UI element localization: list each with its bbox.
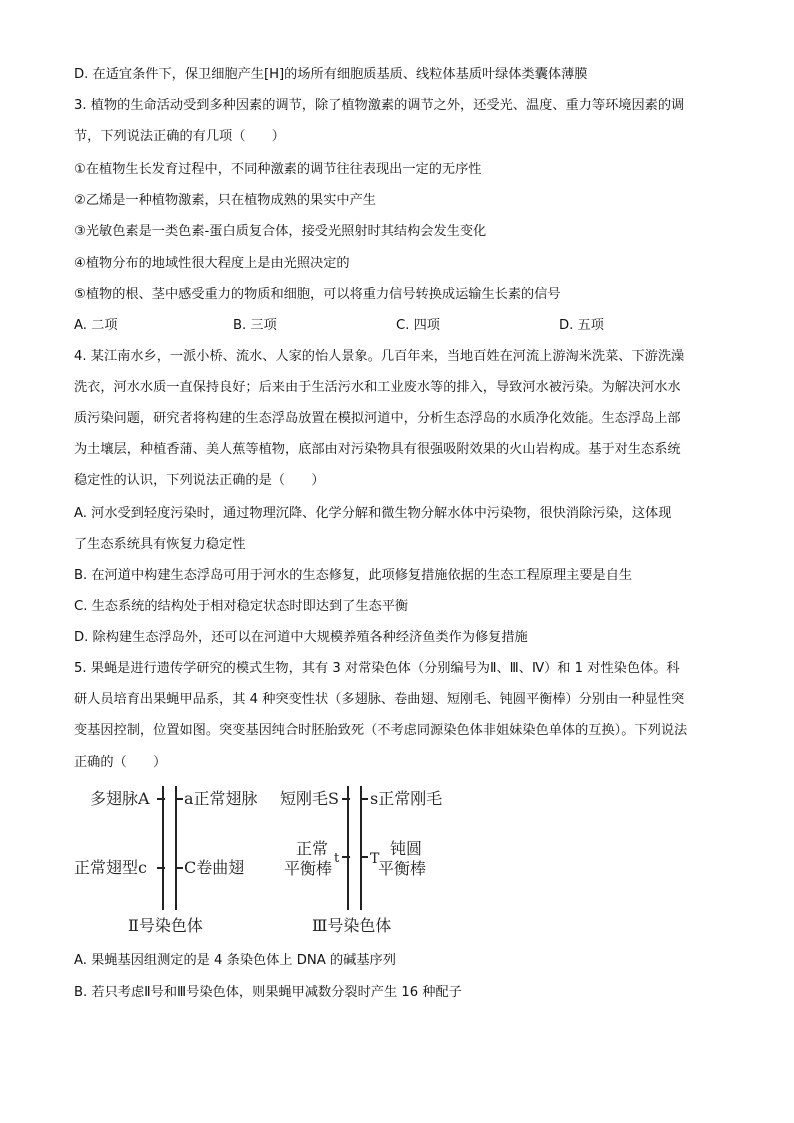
q4-option-b: B. 在河道中构建生态浮岛可用于河水的生态修复，此项修复措施依据的生态工程原理主要是自生 <box>74 568 633 583</box>
q3-stem-line-1: 3. 植物的生命活动受到多种因素的调节，除了植物激素的调节之外，还受光、温度、重力等环境因素的调 <box>74 98 685 113</box>
q3-option-b: B. 三项 <box>233 318 277 333</box>
chr3-label-right-mid-1: 钝圆 <box>390 839 423 858</box>
chr3-left-chromatid <box>347 786 349 910</box>
q3-option-a: A. 二项 <box>74 318 118 333</box>
q4-stem-line-4: 为土壤层，种植香蒲、美人蕉等植物，底部由对污染物具有很强吸附效果的火山岩构成。基于对生态系统 <box>74 442 681 457</box>
chr2-tick-a-right <box>175 798 183 800</box>
q3-statement-1: ①在植物生长发育过程中，不同种激素的调节往往表现出一定的无序性 <box>74 162 482 177</box>
chromosome-diagram <box>60 780 480 940</box>
q4-option-a-line-1: A. 河水受到轻度污染时，通过物理沉降、化学分解和微生物分解水体中污染物，很快消除污染，这体现 <box>74 506 672 521</box>
chr3-label-right-mid-letter: T <box>370 851 380 867</box>
chr3-label-left-top: 短刚毛S <box>280 789 339 808</box>
chr2-tick-c-left <box>157 867 165 869</box>
chr3-tick-t-left <box>342 856 350 858</box>
chr2-label-left-bottom: 正常翅型c <box>74 858 147 877</box>
q3-statement-4: ④植物分布的地域性很大程度上是由光照决定的 <box>74 256 350 271</box>
q3-option-c: C. 四项 <box>396 318 440 333</box>
q2-option-d: D. 在适宜条件下，保卫细胞产生[H]的场所有细胞质基质、线粒体基质叶绿体类囊体薄膜 <box>74 67 588 82</box>
q4-stem-line-3: 质污染问题，研究者将构建的生态浮岛放置在模拟河道中，分析生态浮岛的水质净化效能。生态浮岛上部 <box>74 411 681 426</box>
q4-option-a-line-2: 了生态系统具有恢复力稳定性 <box>74 537 246 552</box>
chr3-tick-s-left <box>342 798 350 800</box>
chr3-caption: Ⅲ号染色体 <box>312 916 392 935</box>
q5-stem-line-1: 5. 果蝇是进行遗传学研究的模式生物，其有 3 对常染色体（分别编号为Ⅱ、Ⅲ、Ⅳ）和 1 对性染色体。科 <box>74 661 680 676</box>
chr3-right-chromatid <box>360 786 362 910</box>
chr3-tick-t-right <box>360 856 368 858</box>
chr3-label-left-mid-2: 平衡棒 <box>284 859 333 878</box>
q3-statement-2: ②乙烯是一种植物激素，只在植物成熟的果实中产生 <box>74 193 376 208</box>
chr2-right-chromatid <box>175 786 177 910</box>
q3-option-d: D. 五项 <box>559 318 604 333</box>
q4-option-c: C. 生态系统的结构处于相对稳定状态时即达到了生态平衡 <box>74 599 409 614</box>
chr2-tick-a-left <box>157 798 165 800</box>
chr2-label-left-top: 多翅脉A <box>90 789 150 808</box>
chr3-label-left-mid-letter: t <box>334 851 340 866</box>
q3-stem-line-2: 节，下列说法正确的有几项（ ） <box>74 129 285 144</box>
q4-stem-line-5: 稳定性的认识，下列说法正确的是（ ） <box>74 473 325 488</box>
q4-stem-line-1: 4. 某江南水乡，一派小桥、流水、人家的怡人景象。几百年来，当地百姓在河流上游淘米洗菜、下游洗澡 <box>74 349 685 364</box>
q3-statement-5: ⑤植物的根、茎中感受重力的物质和细胞，可以将重力信号转换成运输生长素的信号 <box>74 287 561 302</box>
q5-stem-line-4: 正确的（ ） <box>74 755 167 770</box>
chr2-left-chromatid <box>162 786 164 910</box>
chr3-label-right-mid-2: 平衡棒 <box>378 859 427 878</box>
chr2-tick-c-right <box>175 867 183 869</box>
q4-option-d: D. 除构建生态浮岛外，还可以在河道中大规模养殖各种经济鱼类作为修复措施 <box>74 630 528 645</box>
chr2-caption: Ⅱ号染色体 <box>128 916 203 935</box>
chr3-label-left-mid-1: 正常 <box>296 839 329 858</box>
q5-option-a: A. 果蝇基因组测定的是 4 条染色体上 DNA 的碱基序列 <box>74 953 396 968</box>
q5-option-b: B. 若只考虑Ⅱ号和Ⅲ号染色体，则果蝇甲减数分裂时产生 16 种配子 <box>74 985 462 1000</box>
chr3-tick-s-right <box>360 798 368 800</box>
chr3-label-right-top: s正常刚毛 <box>370 789 443 808</box>
q3-statement-3: ③光敏色素是一类色素-蛋白质复合体，接受光照射时其结构会发生变化 <box>74 224 487 239</box>
q5-stem-line-2: 研人员培育出果蝇甲品系，其 4 种突变性状（多翅脉、卷曲翅、短刚毛、钝圆平衡棒）分别由一种显性突 <box>74 692 685 707</box>
chr2-label-right-top: a正常翅脉 <box>184 789 258 808</box>
chr2-label-right-bottom: C卷曲翅 <box>184 858 245 877</box>
q4-stem-line-2: 洗衣，河水水质一直保持良好；后来由于生活污水和工业废水等的排入，导致河水被污染。为解决河水水 <box>74 380 681 395</box>
q5-stem-line-3: 变基因控制，位置如图。突变基因纯合时胚胎致死（不考虑同源染色体非姐妹染色单体的互换）。下列说法 <box>74 723 688 738</box>
